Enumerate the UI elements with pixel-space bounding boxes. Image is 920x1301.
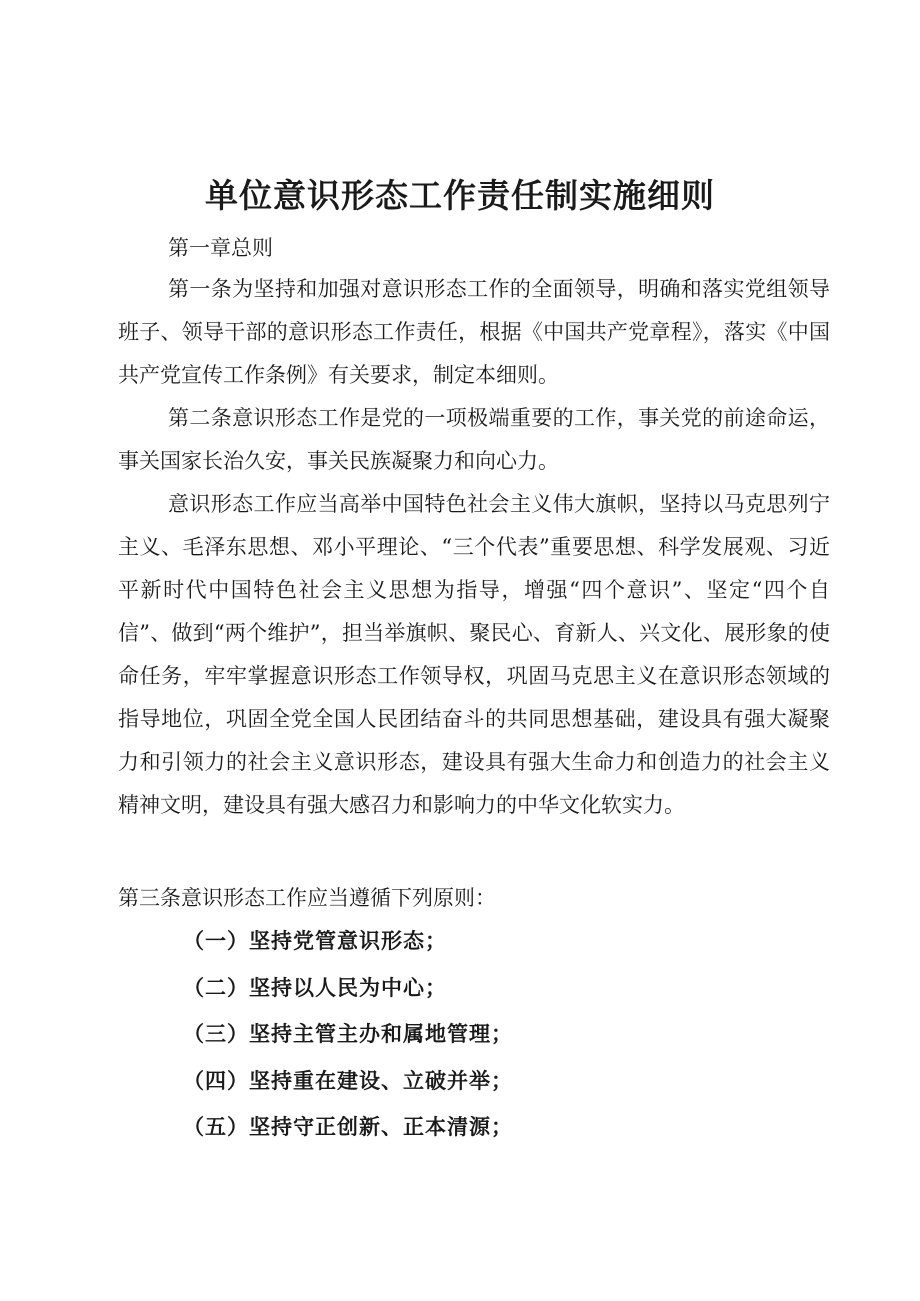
article-2: 第二条意识形态工作是党的一项极端重要的工作，事关党的前途命运，事关国家长治久安，事关民族凝聚力和向心力。 — [118, 406, 830, 473]
article-1: 第一条为坚持和加强对意识形态工作的全面领导，明确和落实党组领导班子、领导干部的意识形态工作责任，根据《中国共产党章程》，落实《中国共产党宣传工作条例》有关要求，制定本细则。 — [118, 277, 830, 387]
document-title: 单位意识形态工作责任制实施细则 — [205, 176, 715, 215]
principle-item: （五）坚持守正创新、正本清源； — [183, 1114, 513, 1139]
principles-list — [183, 918, 513, 1151]
principle-item: （二）坚持以人民为中心； — [183, 974, 447, 1000]
article-2-continued: 意识形态工作应当高举中国特色社会主义伟大旗帜，坚持以马克思列宁主义、毛泽东思想、邓小平理论、“三个代表”重要思想、科学发展观、习近平新时代中国特色社会主义思想为指导，增强“四个意识”、坚定“四个自信”、做到“两个维护”，担当举旗帜、聚民心、育新人、兴文化、展形象的使命任务，牢牢掌握意识形态工作领导权，巩固马克思主义在意识形态领域的指导地位，巩固全党全国人民团结奋斗的共同思想基础，建设具有强大凝聚力和引领力的社会主义意识形态，建设具有强大生命力和创造力的社会主义精神文明，建设具有强大感召力和影响力的中华文化软实力。 — [118, 492, 830, 817]
chapter-heading: 第一章总则 — [168, 236, 273, 260]
principle-item: （三）坚持主管主办和属地管理； — [183, 1021, 513, 1046]
article-3: 第三条意识形态工作应当遵循下列原则： — [118, 886, 496, 910]
principle-item: （一）坚持党管意识形态； — [183, 928, 447, 953]
principle-item: （四）坚持重在建设、立破并举； — [183, 1067, 513, 1093]
